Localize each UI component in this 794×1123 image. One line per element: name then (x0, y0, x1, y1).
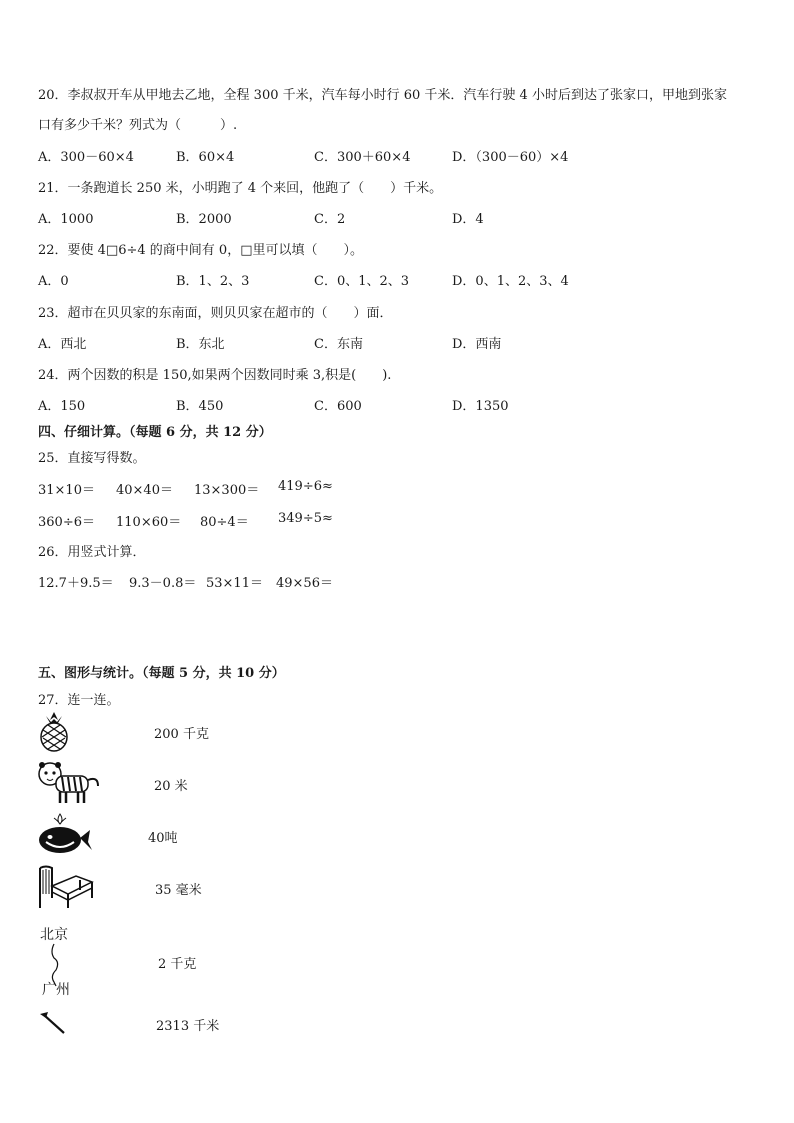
map-label-beijing: 北京 (40, 927, 68, 943)
q26-title: 26．用竖式计算． (38, 545, 146, 560)
q26-c3: 53×11＝ (206, 576, 263, 591)
q27-value-3: 40吨 (148, 831, 178, 846)
q25-r2-c3: 80÷4＝ (200, 515, 249, 530)
q20-option-a: A．300－60×4 (38, 150, 134, 165)
q20-text-line1: 20．李叔叔开车从甲地去乙地，全程 300 千米，汽车每小时行 60 千米．汽车行驶 4 小时后到达了张家口，甲地到张家 (38, 88, 727, 103)
q20-option-b: B．60×4 (176, 150, 235, 165)
q27-value-1: 200 千克 (154, 727, 209, 742)
q27-value-4: 35 毫米 (155, 883, 202, 898)
q25-r1-c3: 13×300＝ (194, 483, 260, 498)
q27-value-5: 2 千克 (158, 957, 197, 972)
q21-option-d: D．4 (452, 212, 484, 227)
q22-option-a: A．0 (38, 274, 69, 289)
q23-option-c: C．东南 (314, 337, 363, 352)
q22-option-b: B．1、2、3 (176, 274, 250, 289)
q21-option-a: A．1000 (38, 212, 94, 227)
q25-r2-c1: 360÷6＝ (38, 515, 95, 530)
q25-r2-c2: 110×60＝ (116, 515, 182, 530)
section-5-heading: 五、图形与统计。（每题 5 分，共 10 分） (38, 666, 285, 681)
q24-option-b: B．450 (176, 399, 224, 414)
q22-text: 22．要使 4□6÷4 的商中间有 0，□里可以填（ ）。 (38, 243, 363, 258)
q22-option-c: C．0、1、2、3 (314, 274, 410, 289)
q20-text-line2: 口有多少千米？列式为（ ）. (38, 118, 238, 133)
q26-c1: 12.7＋9.5＝ (38, 576, 114, 591)
q20-option-d: D．（300－60）×4 (452, 150, 569, 165)
q25-r1-c1: 31×10＝ (38, 483, 95, 498)
nail-icon (36, 1010, 70, 1036)
section-4-heading: 四、仔细计算。（每题 6 分，共 12 分） (38, 425, 272, 440)
q24-option-d: D．1350 (452, 399, 509, 414)
map-route-icon (36, 922, 86, 998)
pineapple-icon (36, 710, 72, 752)
q25-title: 25．直接写得数。 (38, 451, 146, 466)
q25-r1-c2: 40×40＝ (116, 483, 173, 498)
q26-c2: 9.3－0.8＝ (129, 576, 197, 591)
q25-r2-c4: 349÷5≈ (278, 511, 333, 526)
q24-text: 24．两个因数的积是 150,如果两个因数同时乘 3,积是( ). (38, 368, 392, 383)
q21-option-b: B．2000 (176, 212, 232, 227)
q21-option-c: C．2 (314, 212, 346, 227)
q26-c4: 49×56＝ (276, 576, 333, 591)
q22-option-d: D．0、1、2、3、4 (452, 274, 569, 289)
q23-text: 23．超市在贝贝家的东南面，则贝贝家在超市的（ ）面． (38, 306, 393, 321)
q27-value-2: 20 米 (154, 779, 188, 794)
q27-value-6: 2313 千米 (156, 1019, 220, 1034)
q21-text: 21．一条跑道长 250 米，小明跑了 4 个来回，他跑了（ ）千米。 (38, 181, 443, 196)
whale-icon (36, 812, 92, 856)
q24-option-c: C．600 (314, 399, 362, 414)
q23-option-d: D．西南 (452, 337, 502, 352)
q20-option-c: C．300＋60×4 (314, 150, 411, 165)
q23-option-a: A．西北 (38, 337, 87, 352)
q23-option-b: B．东北 (176, 337, 225, 352)
q24-option-a: A．150 (38, 399, 86, 414)
q25-r1-c4: 419÷6≈ (278, 479, 333, 494)
map-label-guangzhou: 广州 (42, 982, 70, 998)
q27-title: 27．连一连。 (38, 693, 120, 708)
bed-icon (36, 864, 94, 910)
tiger-icon (36, 760, 102, 806)
